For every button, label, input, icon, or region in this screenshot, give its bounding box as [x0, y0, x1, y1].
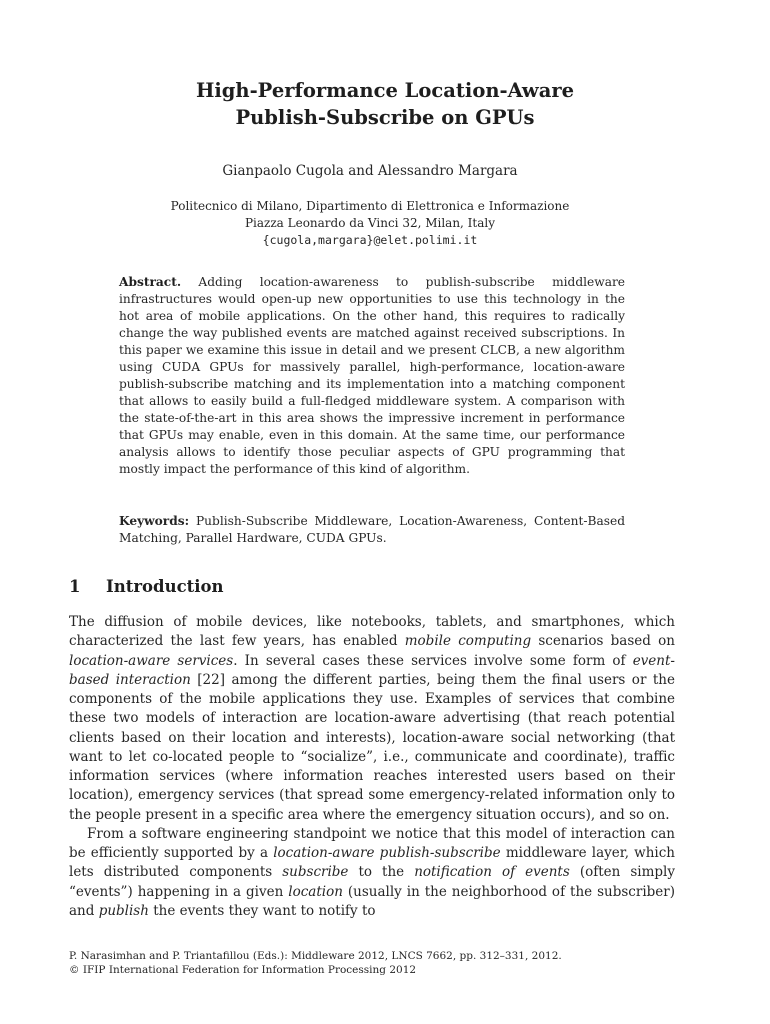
text-run: to the [348, 864, 415, 881]
text-run: From a software engineering standpoint we notice that this model of interaction can be efficiently supported by a [69, 825, 675, 861]
abstract-text: Adding location-awareness to publish-subscribe middleware infrastructures would open-up new opportunities to use this technology in the hot area of mobile applications. On the other hand, this requires to radically change the way published events are matched against received subscriptions. In this paper we examine this issue in detail and we present CLCB, a new algorithm using CUDA GPUs for massively parallel, high-performance, location-aware publish-subscribe matching and its implementation into a matching component that allows to easily build a full-fledged middleware system. A comparison with the state-of-the-art in this area shows the impressive increment in performance that GPUs may enable, even in this domain. At the same time, our performance analysis allows to identify those peculiar aspects of GPU programming that mostly impact the performance of this kind of algorithm. [119, 275, 625, 476]
text-run: (usually in the neighborhood of the subscriber) and [69, 883, 675, 919]
paragraph-1 [69, 613, 675, 825]
section-number: 1 [69, 577, 81, 596]
keywords [119, 513, 625, 547]
emphasis: location [288, 883, 343, 900]
authors: Gianpaolo Cugola and Alessandro Margara [222, 163, 518, 179]
footer-copyright: © IFIP International Federation for Information Processing 2012 [69, 964, 417, 976]
affiliation-address: Piazza Leonardo da Vinci 32, Milan, Italy [244, 216, 496, 230]
emphasis: publish [98, 902, 149, 919]
keywords-label: Keywords: [119, 514, 190, 528]
emphasis: location-aware services [69, 652, 234, 669]
paragraph-2 [69, 825, 675, 921]
footer-citation: P. Narasimhan and P. Triantafillou (Eds.): Middleware 2012, LNCS 7662, pp. 312–331, 2012. [69, 950, 562, 962]
text-run: scenarios based on [531, 633, 675, 650]
text-run: The diffusion of mobile devices, like notebooks, tablets, and smartphones, which characterized the last few years, has enabled [69, 614, 675, 650]
title-line-1: High-Performance Location-Aware [195, 79, 575, 102]
affiliation [0, 198, 740, 249]
text-run: [22] among the different parties, being them the final users or the components of the mobile applications they use. Examples of services that combine these two models of interaction are location-aware advertising (that reach potential clients based on their location and interests), location-aware social networking (that want to let co-located people to “socialize”, i.e., communicate and coordinate), traffic information services (where information reaches interested users based on their location), emergency services (that spread some emergency-related information only to the people present in a specific area where the emergency situation occurs), and so on. [69, 671, 675, 823]
emphasis: mobile computing [404, 633, 532, 650]
affiliation-institution: Politecnico di Milano, Dipartimento di Elettronica e Informazione [170, 199, 570, 213]
abstract [119, 274, 625, 478]
text-run: (often simply “events”) happening in a given [69, 864, 676, 900]
text-run: . In several cases these services involve some form of [233, 652, 633, 669]
emphasis: notification of events [414, 864, 570, 881]
section-heading [69, 577, 224, 596]
emphasis: subscribe [282, 864, 349, 881]
title-line-2: Publish-Subscribe on GPUs [235, 106, 535, 129]
body-text [69, 613, 675, 921]
affiliation-email: {cugola,margara}@elet.polimi.it [262, 233, 478, 247]
footer [69, 949, 689, 977]
paper-title [0, 77, 770, 131]
keywords-text: Publish-Subscribe Middleware, Location-Awareness, Content-Based Matching, Parallel Hardware, CUDA GPUs. [119, 514, 626, 545]
emphasis: event-based interaction [69, 652, 675, 688]
text-run: the events they want to notify to [148, 902, 376, 919]
text-run: middleware layer, which lets distributed components [69, 845, 675, 881]
section-title: Introduction [106, 577, 224, 596]
emphasis: location-aware publish-subscribe [273, 845, 501, 861]
abstract-label: Abstract. [119, 275, 182, 289]
